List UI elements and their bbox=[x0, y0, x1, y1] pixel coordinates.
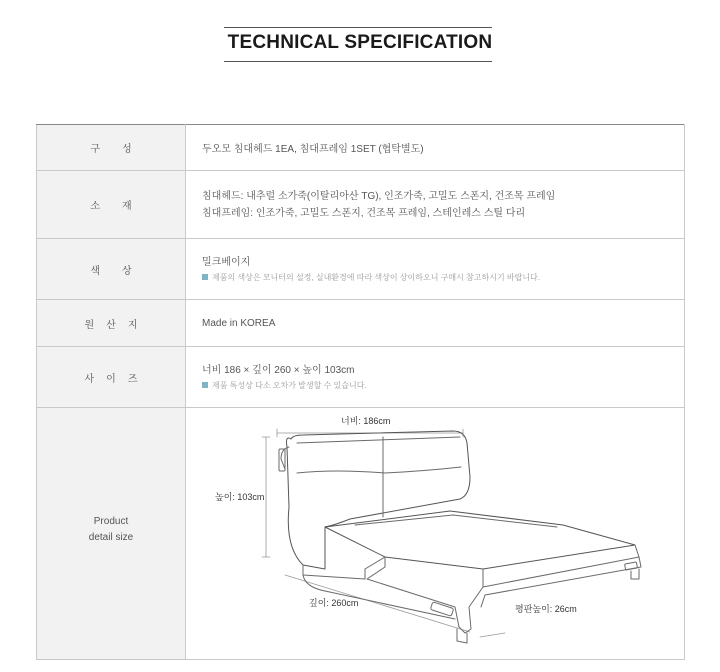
spec-value-composition: 두오모 침대헤드 1EA, 침대프레임 1SET (협탁별도) bbox=[186, 125, 685, 171]
spec-value-color bbox=[186, 239, 685, 300]
color-note: 제품의 색상은 모니터의 설정, 실내환경에 따라 색상이 상이하오니 구매시 참고하시기 바랍니다. bbox=[202, 271, 684, 285]
material-line-head: 침대헤드: 내추럴 소가죽(이탈리아산 TG), 인조가죽, 고밀도 스폰지, 건조목 프레임 bbox=[202, 190, 556, 202]
color-value: 밀크베이지 bbox=[202, 256, 251, 268]
spec-row-size bbox=[37, 347, 685, 408]
title-rule-bottom bbox=[224, 61, 492, 62]
spec-label-composition: 구성 bbox=[37, 125, 186, 171]
spec-row-material bbox=[37, 171, 685, 239]
spec-label-color: 색상 bbox=[37, 239, 186, 300]
note-square-icon bbox=[202, 382, 208, 388]
spec-row-composition bbox=[37, 125, 685, 171]
spec-row-origin bbox=[37, 300, 685, 347]
title-rule-top bbox=[224, 27, 492, 28]
dim-height: 높이: 103cm bbox=[215, 492, 265, 502]
dim-clearance: 평판높이: 26cm bbox=[515, 604, 577, 614]
dim-depth: 깊이: 260cm bbox=[309, 598, 359, 608]
bed-diagram bbox=[185, 407, 685, 659]
spec-label-size: 사이즈 bbox=[37, 347, 186, 408]
size-note: 제품 특성상 다소 오차가 발생할 수 있습니다. bbox=[202, 379, 684, 393]
bed-drawing bbox=[185, 407, 685, 659]
spec-label-detail: Product detail size bbox=[37, 408, 186, 660]
note-square-icon bbox=[202, 274, 208, 280]
spec-value-material bbox=[186, 171, 685, 239]
material-line-frame: 침대프레임: 인조가죽, 고밀도 스폰지, 건조목 프레임, 스테인레스 스틸 다리 bbox=[202, 207, 526, 219]
spec-value-size bbox=[186, 347, 685, 408]
spec-label-material: 소재 bbox=[37, 171, 186, 239]
page-title: TECHNICAL SPECIFICATION bbox=[227, 32, 493, 53]
spec-value-origin: Made in KOREA bbox=[186, 300, 685, 347]
size-value: 너비 186 × 깊이 260 × 높이 103cm bbox=[202, 364, 355, 376]
spec-label-origin: 원산지 bbox=[37, 300, 186, 347]
spec-row-color bbox=[37, 239, 685, 300]
dim-width: 너비: 186cm bbox=[341, 416, 391, 426]
